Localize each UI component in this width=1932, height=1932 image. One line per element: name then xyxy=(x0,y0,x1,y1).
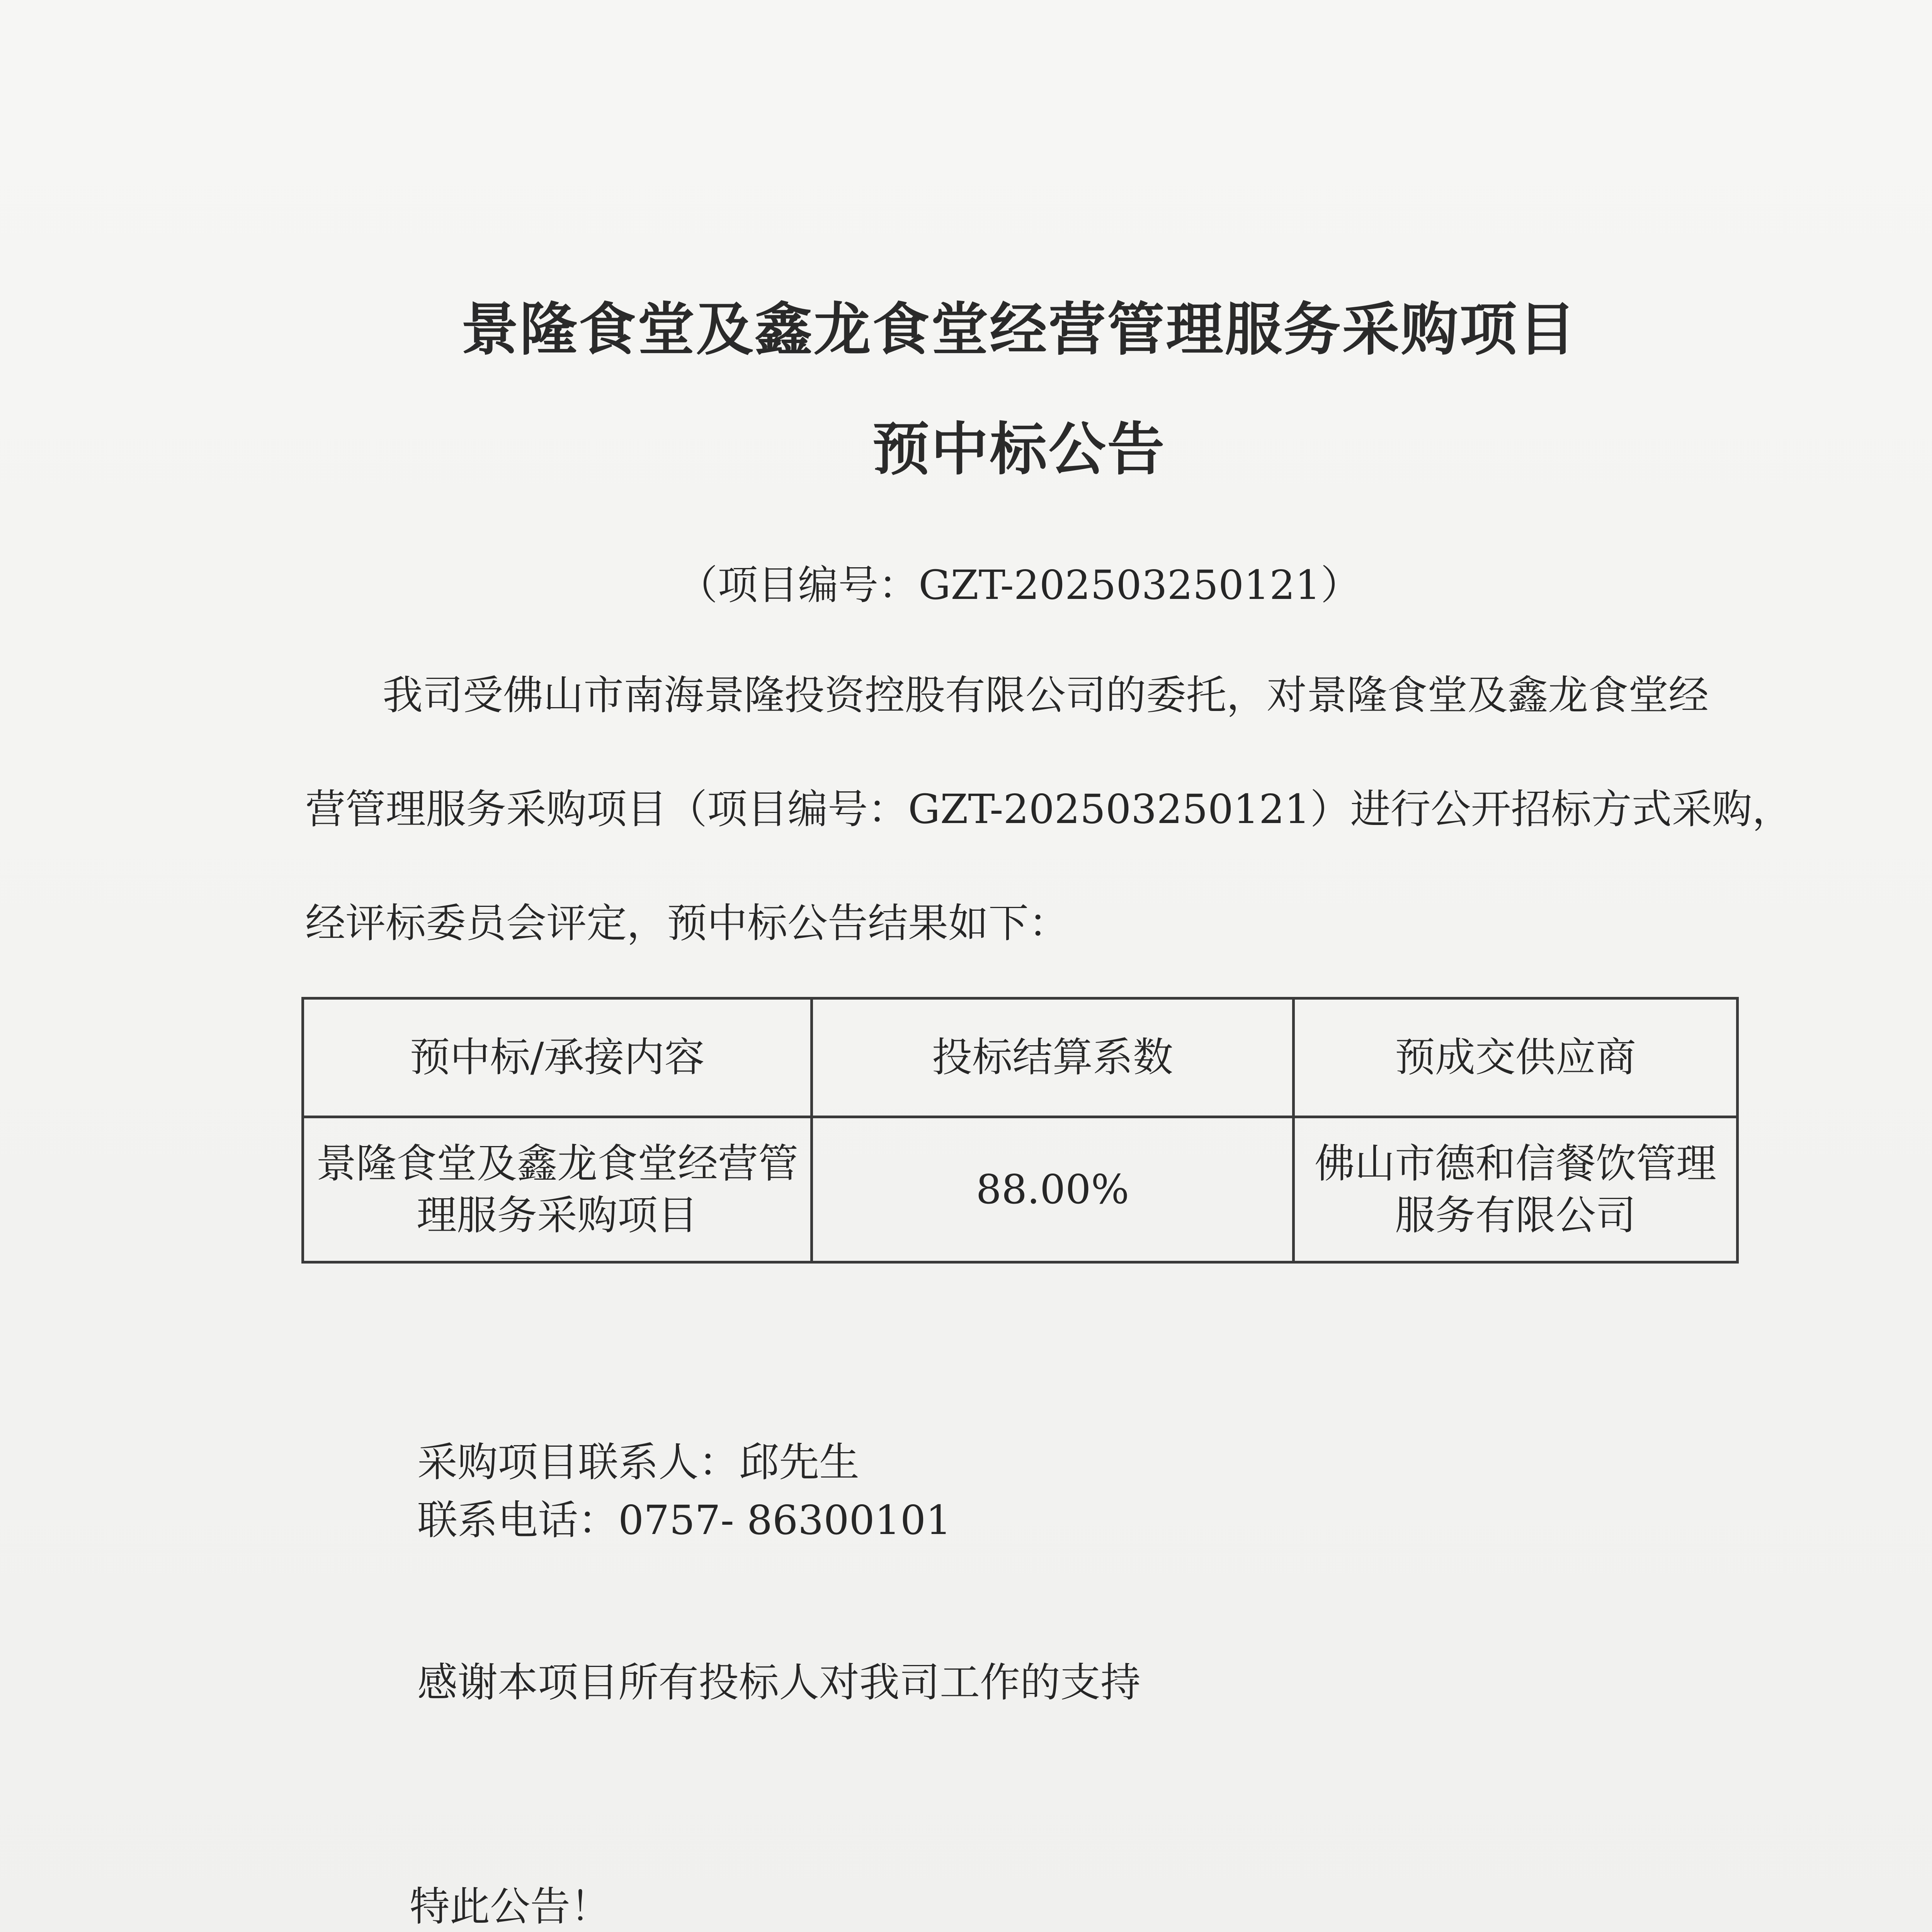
intro-line-1: 我司受佛山市南海景隆投资控股有限公司的委托，对景隆食堂及鑫龙食堂经 xyxy=(383,672,1709,719)
intro-line-3: 经评标委员会评定，预中标公告结果如下： xyxy=(305,900,1069,947)
cell-content: 景隆食堂及鑫龙食堂经营管理服务采购项目 xyxy=(303,1117,812,1262)
project-number: （项目编号：GZT-202503250121） xyxy=(677,561,1361,609)
document-title: 景隆食堂及鑫龙食堂经营管理服务采购项目 xyxy=(461,296,1577,363)
result-table xyxy=(301,997,1739,1264)
cell-supplier: 佛山市德和信餐饮管理服务有限公司 xyxy=(1294,1117,1738,1262)
intro-line-2: 营管理服务采购项目（项目编号：GZT-202503250121）进行公开招标方式采购， xyxy=(305,786,1793,833)
table-header-row xyxy=(303,998,1738,1117)
header-supplier: 预成交供应商 xyxy=(1294,998,1738,1117)
document-subtitle: 预中标公告 xyxy=(872,416,1166,483)
contact-phone: 联系电话：0757- 86300101 xyxy=(417,1497,952,1544)
header-content: 预中标/承接内容 xyxy=(303,998,812,1117)
header-coefficient: 投标结算系数 xyxy=(812,998,1294,1117)
cell-coefficient: 88.00% xyxy=(812,1117,1294,1262)
notice-line-1: 特此公告！ xyxy=(410,1883,611,1930)
contact-person: 采购项目联系人：邱先生 xyxy=(417,1439,860,1486)
table-row xyxy=(303,1117,1738,1262)
thanks-text: 感谢本项目所有投标人对我司工作的支持 xyxy=(417,1659,1141,1706)
